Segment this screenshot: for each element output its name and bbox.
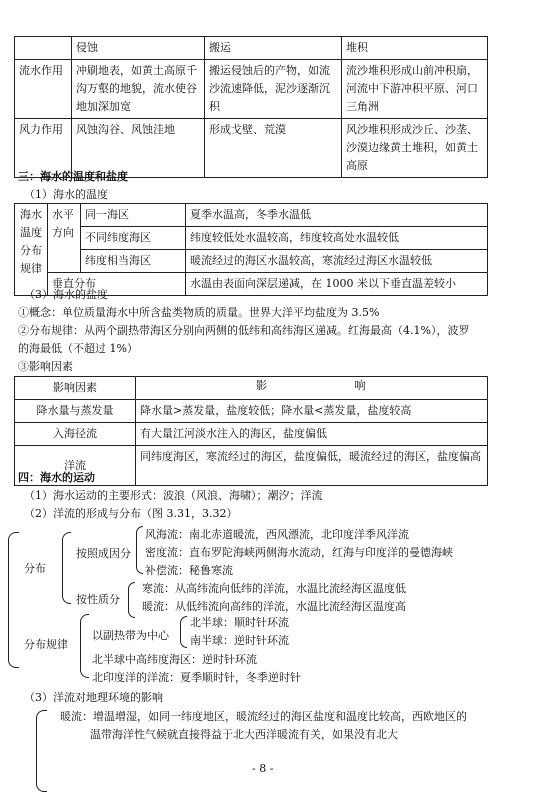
tree-leaf: 北半球：顺时针环流 <box>190 616 289 629</box>
table-cell: 风沙堆积形成沙丘、沙垄、沙漠边缘黄土堆积，如黄土高原 <box>342 119 488 178</box>
subsection-title: （3）海水的盐度 <box>24 288 108 301</box>
subsection-title: （3）洋流对地理环境的影响 <box>24 691 163 704</box>
table-cell: 流沙堆积形成山前冲积扇，河流中下游冲积平原、河口三角洲 <box>342 60 488 119</box>
brace-bracket <box>8 532 19 668</box>
tree-node: 按照成因分 <box>76 547 131 560</box>
brace-bracket <box>128 582 135 618</box>
table-cell: 夏季水温高，冬季水温低 <box>186 204 488 227</box>
table-header-cell: 堆积 <box>342 37 488 60</box>
paragraph-line: 的海最低（不超过 1%） <box>18 342 138 355</box>
table-cell: 垂直分布 <box>48 273 186 296</box>
tree-node: 以副热带为中心 <box>92 629 169 642</box>
brace-bracket <box>62 532 71 604</box>
section-title: 三：海水的温度和盐度 <box>18 170 128 183</box>
tree-leaf: 补偿流：秘鲁寒流 <box>145 564 233 577</box>
table-cell: 降水量>蒸发量，盐度较低；降水量<蒸发量，盐度较高 <box>136 400 488 423</box>
tree-leaf: 寒流：从高纬流向低纬的洋流，水温比流经海区温度低 <box>142 582 406 595</box>
table-cell: 有大量江河淡水注入的海区，盐度偏低 <box>136 423 488 446</box>
table-cell: 纬度较低处水温较高，纬度较高处水温较低 <box>186 227 488 250</box>
brace-bracket <box>180 616 187 648</box>
table-header-cell: 搬运 <box>205 37 342 60</box>
table-cell: 暖流经过的海区水温较高，寒流经过海区水温较低 <box>186 250 488 273</box>
paragraph-line: 温带海洋性气候就直接得益于北大西洋暖流有关，如果没有北大 <box>90 728 398 741</box>
table-cell: 水平方向 <box>48 204 81 273</box>
paragraph-line: （1）海水运动的主要形式：波浪（风浪、海啸）；潮汐；洋流 <box>24 489 323 502</box>
table-cell: 纬度相当海区 <box>81 250 186 273</box>
table-cell: 风蚀沟谷、风蚀洼地 <box>72 119 205 178</box>
table-cell: 降水量与蒸发量 <box>15 400 136 423</box>
brace-bracket <box>136 526 143 574</box>
paragraph-line: ②分布规律：从两个副热带海区分别向两侧的低纬和高纬海区递减。红海最高（4.1%），波罗 <box>18 324 470 337</box>
table-cell: 同一海区 <box>81 204 186 227</box>
erosion-table <box>14 36 488 178</box>
table-cell: 同纬度海区，寒流经过的海区，盐度偏低，暖流经过的海区，盐度偏高 <box>136 446 488 486</box>
table-header-cell <box>136 377 488 400</box>
table-header-cell <box>15 37 72 60</box>
brace-bracket <box>36 710 47 792</box>
table-cell: 海水温度分布规律 <box>15 204 48 296</box>
paragraph-line: 暖流：增温增湿，如同一纬度地区，暖流经过的海区盐度和温度比较高，西欧地区的 <box>60 710 467 723</box>
subsection-title: （1）海水的温度 <box>24 188 108 201</box>
table-header-text: 影 <box>256 379 267 392</box>
page-number: - 8 - <box>252 762 274 775</box>
brace-bracket <box>80 614 89 678</box>
table-cell: 形成戈壁、荒漠 <box>205 119 342 178</box>
tree-leaf: 南半球：逆时针环流 <box>190 634 289 647</box>
table-cell: 风力作用 <box>15 119 72 178</box>
table-header-text: 响 <box>354 379 366 392</box>
temperature-table <box>14 203 488 296</box>
tree-leaf: 密度流：直布罗陀海峡两侧海水流动，红海与印度洋的曼德海峡 <box>145 546 453 559</box>
table-cell: 流水作用 <box>15 60 72 119</box>
table-cell: 洋流 <box>15 446 136 486</box>
table-cell: 搬运侵蚀后的产物，如流沙流速降低，泥沙逐渐沉积 <box>205 60 342 119</box>
paragraph-line: （2）洋流的形成与分布（图 3.31，3.32） <box>24 507 238 520</box>
table-header-cell: 侵蚀 <box>72 37 205 60</box>
tree-leaf: 暖流：从低纬流向高纬的洋流，水温比流经海区温度高 <box>142 600 406 613</box>
table-header-cell: 影响因素 <box>15 377 136 400</box>
paragraph-line: ③影响因素 <box>18 360 73 373</box>
tree-node: 按性质分 <box>76 593 120 606</box>
section-title: 四：海水的运动 <box>18 471 95 484</box>
table-cell: 入海径流 <box>15 423 136 446</box>
tree-leaf: 北印度洋的洋流：夏季顺时针，冬季逆时针 <box>92 671 301 684</box>
paragraph-line: ①概念：单位质量海水中所含盐类物质的质量。世界大洋平均盐度为 3.5% <box>18 306 380 319</box>
tree-node: 分布 <box>24 562 46 575</box>
table-cell: 冲刷地表，如黄土高原千沟万壑的地貌，流水使谷地加深加宽 <box>72 60 205 119</box>
table-cell: 不同纬度海区 <box>81 227 186 250</box>
table-cell: 水温由表面向深层递减，在 1000 米以下垂直温差较小 <box>186 273 488 296</box>
tree-node: 分布规律 <box>24 638 68 651</box>
tree-leaf: 北半球中高纬度海区：逆时针环流 <box>92 653 257 666</box>
tree-leaf: 风海流：南北赤道暖流，西风漂流，北印度洋季风洋流 <box>145 528 409 541</box>
